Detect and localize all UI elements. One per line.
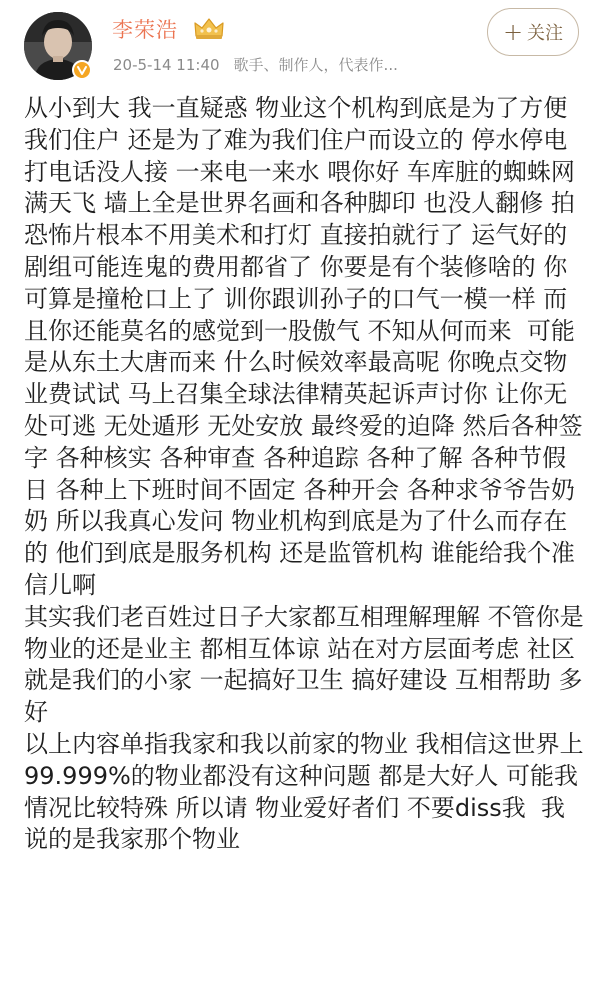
post-meta (113, 54, 398, 76)
verified-v-icon (72, 60, 92, 80)
author-bio: 歌手、制作人，代表作... (233, 56, 398, 74)
post-timestamp: 20-5-14 11:40 (113, 56, 220, 74)
plus-icon: + (502, 18, 524, 46)
post-paragraph: 从小到大 我一直疑惑 物业这个机构到底是为了方便我们住户 还是为了难为我们住户而设立的 停水停电打电话没人接 一来电一来水 喂你好 车库脏的蜘蛛网满天飞 墙上全是世界名画和各种脚印 也没人翻修 拍恐怖片根本不用美术和打灯 直接拍就行了 运气好的剧组可能连鬼的费用都省了 你要是有个装修啥的 你可算是撞枪口上了 训你跟训孙子的口气一模一样 而且你还能莫名的感觉到一股傲气 不知从何而来 可能是从东土大唐而来 什么时候效率最高呢 你晚点交物业费试试 马上召集全球法律精英起诉声讨你 让你无处可逃 无处遁形 无处安放 最终爱的迫降 然后各种签字 各种核实 各种审查 各种追踪 各种了解 各种节假日 各种上下班时间不固定 各种开会 各种求爷爷告奶奶 所以我真心发问 物业机构到底是为了什么而存在的 他们到底是服务机构 还是监管机构 谁能给我个准信儿啊 (24, 94, 583, 599)
post-content (24, 93, 584, 856)
post-paragraph: 其实我们老百姓过日子大家都互相理解理解 不管你是物业的还是业主 都相互体谅 站在对方层面考虑 社区就是我们的小家 一起搞好卫生 搞好建设 互相帮助 多好 (24, 602, 584, 727)
post-paragraph: 以上内容单指我家和我以前家的物业 我相信这世界上99.999%的物业都没有这种问题 都是大好人 可能我情况比较特殊 所以请 物业爱好者们 不要diss我 我说的是我家那个物业 (24, 729, 584, 854)
follow-button[interactable] (487, 8, 579, 56)
author-name[interactable]: 李荣浩 (112, 18, 178, 42)
post-header (0, 0, 600, 82)
follow-label: 关注 (527, 23, 564, 44)
crown-icon (192, 16, 226, 42)
